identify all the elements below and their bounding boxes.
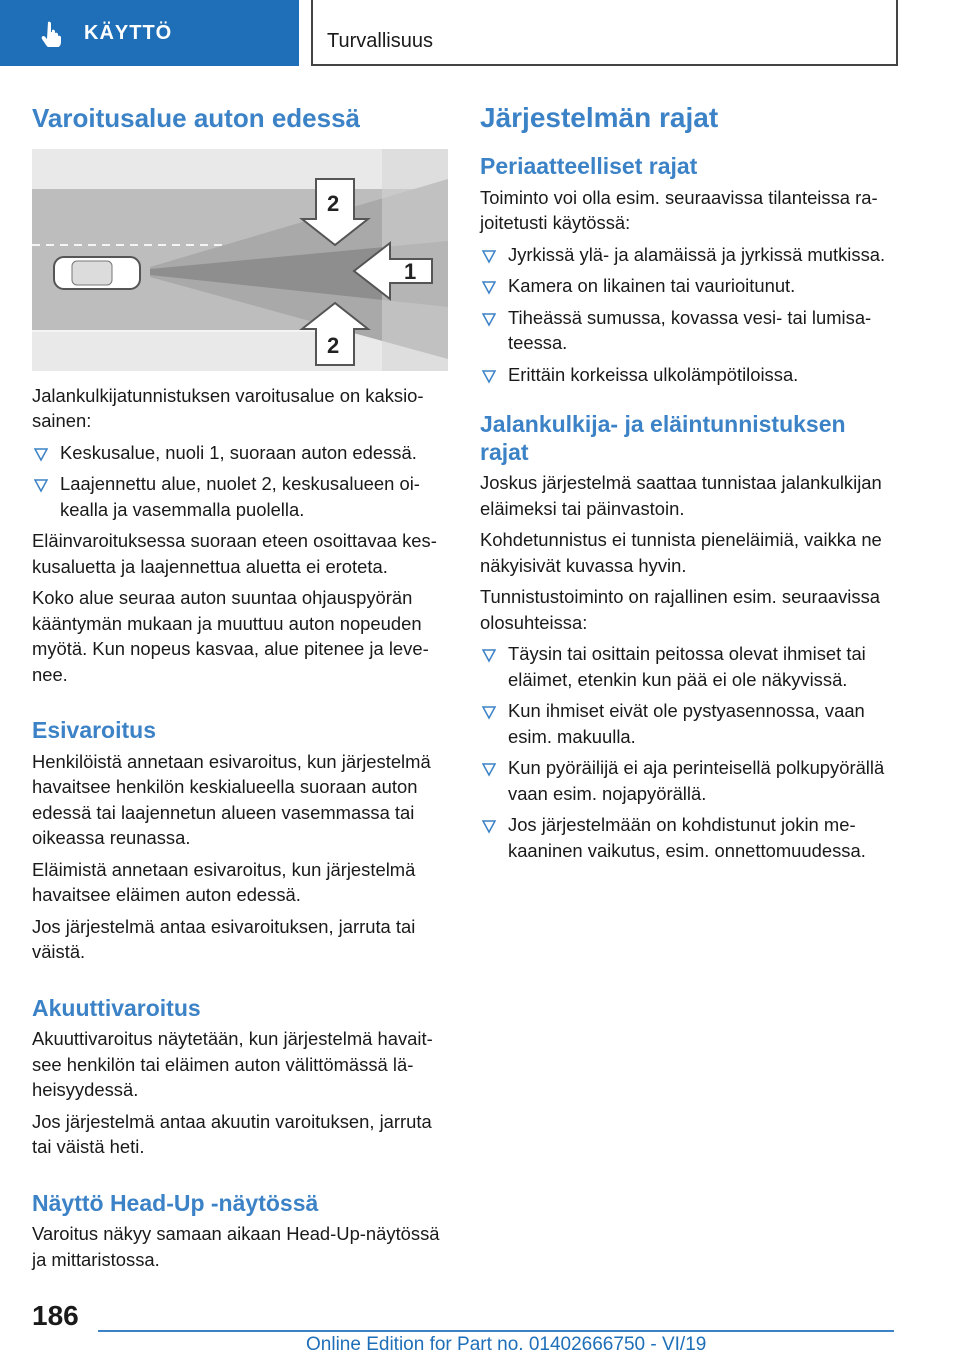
list-item xyxy=(480,242,896,268)
triangle-bullet-icon xyxy=(482,274,496,298)
section-tab[interactable] xyxy=(311,0,898,66)
prewarning-paragraph-1: Henkilöistä annetaan esivaroitus, kun järjestelmä havaitsee henkilön keskialueella suoraan auton edessä tai laajennetun alueen vasemmassa tai oikeassa reunassa. xyxy=(32,750,431,849)
list-item xyxy=(480,362,896,388)
detection-paragraph-2: Kohdetunnistus ei tunnista pieneläimiä, vaikka ne näkyisivät kuvassa hyvin. xyxy=(480,529,882,576)
animal-paragraph: Eläinvaroituksessa suoraan eteen osoittavaa keskusaluetta ja laajennettua aluetta ei eroteta. xyxy=(32,530,437,577)
acute-paragraph-2: Jos järjestelmä antaa akuutin varoituksen, jarruta tai väistä heti. xyxy=(32,1110,432,1158)
heading-warning-area: Varoitusalue auton edessä xyxy=(32,103,361,133)
triangle-bullet-icon xyxy=(482,813,496,837)
list-item-text: Erittäin korkeissa ulkolämpötiloissa. xyxy=(508,363,799,385)
principal-paragraph: Toiminto voi olla esim. seuraavissa tilanteissa rajoitetusti käytössä: xyxy=(480,186,878,234)
detection-list xyxy=(480,641,896,863)
list-item-text: Kamera on likainen tai vaurioitunut. xyxy=(508,275,796,297)
edition-link[interactable]: Online Edition for Part no. 01402666750 - VI/19 xyxy=(306,1334,707,1355)
list-item xyxy=(32,440,448,466)
triangle-bullet-icon xyxy=(34,472,48,496)
triangle-bullet-icon xyxy=(482,642,496,666)
section-label: Turvallisuus xyxy=(327,30,433,52)
arrow-1-label: 1 xyxy=(404,258,417,284)
arrow-2-bottom-label: 2 xyxy=(327,332,340,358)
chapter-tab[interactable] xyxy=(0,0,299,66)
triangle-bullet-icon xyxy=(482,306,496,330)
chapter-header xyxy=(0,0,960,66)
list-item-text: Keskusalue, nuoli 1, suoraan auton edessä. xyxy=(60,441,417,463)
list-item-text: Tiheässä sumussa, kovassa vesi- tai lumisateessa. xyxy=(508,306,872,354)
triangle-bullet-icon xyxy=(34,441,48,465)
page-number: 186 xyxy=(32,1300,79,1331)
acute-paragraph-1: Akuuttivaroitus näytetään, kun järjestelmä havaitsee henkilön tai eläimen auton välittömässä läheisyydessä. xyxy=(32,1028,433,1101)
list-item-text: Laajennettu alue, nuolet 2, keskusalueen oikealla ja vasemmalla puolella. xyxy=(60,473,420,520)
left-column xyxy=(32,100,448,1272)
detection-paragraph-1: Joskus järjestelmä saattaa tunnistaa jalankulkijan eläimeksi tai päinvastoin. xyxy=(480,472,882,519)
triangle-bullet-icon xyxy=(482,363,496,387)
list-item-text: Täysin tai osittain peitossa olevat ihmiset tai eläimet, etenkin kun pää ei ole näkyvissä. xyxy=(508,643,866,690)
heading-detection-limits: Jalankulkija- ja eläintunnistuksen rajat xyxy=(480,411,846,465)
detection-paragraph-3: Tunnistustoiminto on rajallinen esim. seuraavissa olosuhteissa: xyxy=(480,586,881,633)
hud-paragraph: Varoitus näkyy samaan aikaan Head-Up-näytössä ja mittaristossa. xyxy=(32,1223,440,1270)
principal-list xyxy=(480,242,896,388)
list-item xyxy=(480,273,896,299)
warning-area-diagram xyxy=(32,149,448,371)
list-item xyxy=(32,471,448,522)
prewarning-paragraph-2: Eläimistä annetaan esivaroitus, kun järjestelmä havaitsee eläimen auton edessä. xyxy=(32,858,416,906)
area-list xyxy=(32,440,448,523)
hand-pointer-icon xyxy=(38,19,66,47)
list-item-text: Kun pyöräilijä ei aja perinteisellä polkupyörällä vaan esim. nojapyörällä. xyxy=(508,757,885,804)
triangle-bullet-icon xyxy=(482,756,496,780)
heading-system-limits: Järjestelmän rajat xyxy=(480,102,719,133)
list-item xyxy=(480,755,896,806)
heading-prewarning: Esivaroitus xyxy=(32,717,156,743)
intro-paragraph: Jalankulkijatunnistuksen varoitusalue on kaksiosainen: xyxy=(32,384,424,431)
prewarning-paragraph-3: Jos järjestelmä antaa esivaroituksen, jarruta tai väistä. xyxy=(32,915,416,963)
heading-principal-limits: Periaatteelliset rajat xyxy=(480,153,698,179)
car-icon xyxy=(54,257,140,289)
follow-paragraph: Koko alue seuraa auton suuntaa ohjauspyörän kääntymän mukaan ja muuttuu auton nopeuden myötä. Kun nopeus kasvaa, alue pitenee ja levenee. xyxy=(32,587,429,685)
chapter-label: KÄYTTÖ xyxy=(84,21,173,44)
list-item xyxy=(480,812,896,863)
triangle-bullet-icon xyxy=(482,243,496,267)
list-item-text: Jyrkissä ylä- ja alamäissä ja jyrkissä mutkissa. xyxy=(508,243,886,265)
heading-hud: Näyttö Head-Up -näytössä xyxy=(32,1189,319,1216)
right-column xyxy=(480,100,896,869)
heading-acute-warning: Akuuttivaroitus xyxy=(32,994,201,1021)
footer-divider xyxy=(98,1330,894,1332)
list-item xyxy=(480,305,896,356)
list-item xyxy=(480,698,896,749)
arrow-2-top-label: 2 xyxy=(327,190,340,216)
list-item-text: Kun ihmiset eivät ole pystyasennossa, vaan esim. makuulla. xyxy=(508,700,865,747)
list-item-text: Jos järjestelmään on kohdistunut jokin mekaaninen vaikutus, esim. onnettomuudessa. xyxy=(508,814,866,861)
triangle-bullet-icon xyxy=(482,699,496,723)
list-item xyxy=(480,641,896,692)
